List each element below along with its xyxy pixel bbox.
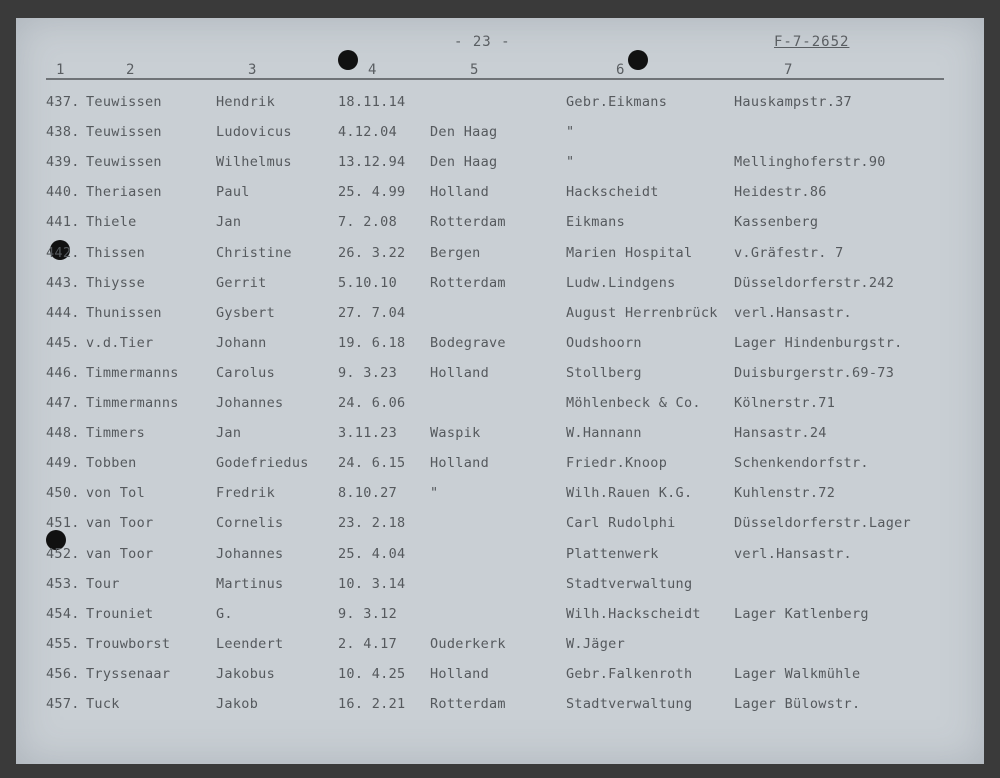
table-row <box>16 275 984 295</box>
surname-cell: Teuwissen <box>86 154 162 171</box>
birth-date-cell: 24. 6.06 <box>338 395 406 411</box>
employer-cell: Stadtverwaltung <box>566 575 693 592</box>
employer-cell: W.Jäger <box>566 635 625 652</box>
surname-cell: v.d.Tier <box>86 334 154 351</box>
given-name-cell: Godefriedus <box>216 455 309 472</box>
punch-hole <box>628 50 648 70</box>
origin-cell: Rotterdam <box>430 274 506 291</box>
table-row <box>16 485 984 505</box>
table-row <box>16 515 984 535</box>
origin-cell: Ouderkerk <box>430 635 506 652</box>
address-cell: Duisburgerstr.69-73 <box>734 364 895 381</box>
surname-cell: Tryssenaar <box>86 665 171 682</box>
given-name-cell: Johannes <box>216 395 284 411</box>
column-header-2: 2 <box>126 62 135 78</box>
entry-number: 451. <box>46 515 80 532</box>
birth-date-cell: 5.10.10 <box>338 274 397 291</box>
address-cell: verl.Hansastr. <box>734 545 852 562</box>
origin-cell: Bodegrave <box>430 334 506 351</box>
entry-number: 442. <box>46 244 80 261</box>
table-row <box>16 696 984 716</box>
birth-date-cell: 2. 4.17 <box>338 635 397 652</box>
surname-cell: van Toor <box>86 515 154 532</box>
birth-date-cell: 3.11.23 <box>338 425 397 442</box>
origin-cell: Rotterdam <box>430 214 506 231</box>
given-name-cell: Leendert <box>216 635 284 652</box>
entry-number: 449. <box>46 455 80 472</box>
origin-cell: Holland <box>430 364 489 381</box>
address-cell: Schenkendorfstr. <box>734 455 869 472</box>
birth-date-cell: 19. 6.18 <box>338 334 406 351</box>
address-cell: Kuhlenstr.72 <box>734 485 836 502</box>
document-page <box>16 18 984 764</box>
origin-cell: Holland <box>430 455 489 472</box>
table-row <box>16 154 984 174</box>
table-row <box>16 606 984 626</box>
given-name-cell: G. <box>216 605 233 622</box>
surname-cell: Theriasen <box>86 184 162 201</box>
table-row <box>16 184 984 204</box>
entry-number: 441. <box>46 214 80 231</box>
punch-hole <box>338 50 358 70</box>
surname-cell: Tuck <box>86 696 120 712</box>
column-header-7: 7 <box>784 62 793 78</box>
address-cell: Kassenberg <box>734 214 819 231</box>
entry-number: 445. <box>46 334 80 351</box>
table-row <box>16 546 984 566</box>
entry-number: 457. <box>46 696 80 712</box>
birth-date-cell: 24. 6.15 <box>338 455 406 472</box>
address-cell: Lager Katlenberg <box>734 605 869 622</box>
employer-cell: Gebr.Falkenroth <box>566 665 693 682</box>
surname-cell: Timmermanns <box>86 395 179 411</box>
given-name-cell: Gysbert <box>216 304 275 321</box>
table-row <box>16 576 984 596</box>
column-header-4: 4 <box>368 62 377 78</box>
given-name-cell: Hendrik <box>216 94 275 110</box>
employer-cell: Marien Hospital <box>566 244 693 261</box>
table-row <box>16 124 984 144</box>
surname-cell: von Tol <box>86 485 145 502</box>
birth-date-cell: 18.11.14 <box>338 94 406 110</box>
employer-cell: W.Hannann <box>566 425 642 442</box>
address-cell: Lager Hindenburgstr. <box>734 334 903 351</box>
birth-date-cell: 27. 7.04 <box>338 304 406 321</box>
address-cell: Düsseldorferstr.Lager <box>734 515 911 532</box>
given-name-cell: Johann <box>216 334 267 351</box>
surname-cell: Trouwborst <box>86 635 171 652</box>
address-cell: Mellinghoferstr.90 <box>734 154 886 171</box>
table-row <box>16 636 984 656</box>
given-name-cell: Martinus <box>216 575 284 592</box>
origin-cell: Bergen <box>430 244 481 261</box>
employer-cell: Wilh.Hackscheidt <box>566 605 701 622</box>
table-row <box>16 666 984 686</box>
birth-date-cell: 4.12.04 <box>338 124 397 141</box>
entry-number: 453. <box>46 575 80 592</box>
origin-cell: " <box>430 485 439 502</box>
address-cell: Hansastr.24 <box>734 425 827 442</box>
employer-cell: Plattenwerk <box>566 545 659 562</box>
given-name-cell: Paul <box>216 184 250 201</box>
given-name-cell: Cornelis <box>216 515 284 532</box>
address-cell: Heidestr.86 <box>734 184 827 201</box>
column-header-1: 1 <box>56 62 65 78</box>
employer-cell: Ludw.Lindgens <box>566 274 676 291</box>
employer-cell: Gebr.Eikmans <box>566 94 668 110</box>
entry-number: 452. <box>46 545 80 562</box>
address-cell: Hauskampstr.37 <box>734 94 852 110</box>
birth-date-cell: 25. 4.04 <box>338 545 406 562</box>
employer-cell: Oudshoorn <box>566 334 642 351</box>
entry-number: 448. <box>46 425 80 442</box>
entry-number: 437. <box>46 94 80 110</box>
table-row <box>16 365 984 385</box>
employer-cell: Carl Rudolphi <box>566 515 676 532</box>
table-row <box>16 94 984 114</box>
birth-date-cell: 25. 4.99 <box>338 184 406 201</box>
origin-cell: Waspik <box>430 425 481 442</box>
surname-cell: Tobben <box>86 455 137 472</box>
origin-cell: Den Haag <box>430 124 498 141</box>
given-name-cell: Jan <box>216 214 242 231</box>
address-cell: Lager Bülowstr. <box>734 696 861 712</box>
employer-cell: " <box>566 154 575 171</box>
birth-date-cell: 16. 2.21 <box>338 696 406 712</box>
employer-cell: Stollberg <box>566 364 642 381</box>
employer-cell: Friedr.Knoop <box>566 455 668 472</box>
address-cell: v.Gräfestr. 7 <box>734 244 844 261</box>
surname-cell: Timmers <box>86 425 145 442</box>
given-name-cell: Fredrik <box>216 485 275 502</box>
entry-number: 455. <box>46 635 80 652</box>
table-row <box>16 395 984 415</box>
given-name-cell: Jakobus <box>216 665 275 682</box>
birth-date-cell: 9. 3.23 <box>338 364 397 381</box>
birth-date-cell: 9. 3.12 <box>338 605 397 622</box>
employer-cell: Möhlenbeck & Co. <box>566 395 701 411</box>
origin-cell: Den Haag <box>430 154 498 171</box>
given-name-cell: Jan <box>216 425 242 442</box>
birth-date-cell: 10. 4.25 <box>338 665 406 682</box>
given-name-cell: Gerrit <box>216 274 267 291</box>
given-name-cell: Christine <box>216 244 292 261</box>
birth-date-cell: 26. 3.22 <box>338 244 406 261</box>
employer-cell: Eikmans <box>566 214 625 231</box>
given-name-cell: Jakob <box>216 696 259 712</box>
column-header-3: 3 <box>248 62 257 78</box>
given-name-cell: Ludovicus <box>216 124 292 141</box>
address-cell: verl.Hansastr. <box>734 304 852 321</box>
birth-date-cell: 13.12.94 <box>338 154 406 171</box>
entry-number: 446. <box>46 364 80 381</box>
column-header-6: 6 <box>616 62 625 78</box>
birth-date-cell: 8.10.27 <box>338 485 397 502</box>
surname-cell: Teuwissen <box>86 94 162 110</box>
origin-cell: Holland <box>430 184 489 201</box>
employer-cell: " <box>566 124 575 141</box>
surname-cell: van Toor <box>86 545 154 562</box>
surname-cell: Thiele <box>86 214 137 231</box>
surname-cell: Thunissen <box>86 304 162 321</box>
entry-number: 443. <box>46 274 80 291</box>
table-row <box>16 425 984 445</box>
birth-date-cell: 7. 2.08 <box>338 214 397 231</box>
entry-number: 450. <box>46 485 80 502</box>
file-reference: F-7-2652 <box>774 34 850 50</box>
table-row <box>16 335 984 355</box>
entry-number: 444. <box>46 304 80 321</box>
table-row <box>16 214 984 234</box>
birth-date-cell: 23. 2.18 <box>338 515 406 532</box>
surname-cell: Teuwissen <box>86 124 162 141</box>
surname-cell: Trouniet <box>86 605 154 622</box>
surname-cell: Thissen <box>86 244 145 261</box>
surname-cell: Thiysse <box>86 274 145 291</box>
entry-number: 440. <box>46 184 80 201</box>
given-name-cell: Johannes <box>216 545 284 562</box>
given-name-cell: Wilhelmus <box>216 154 292 171</box>
table-row <box>16 245 984 265</box>
given-name-cell: Carolus <box>216 364 275 381</box>
employer-cell: Wilh.Rauen K.G. <box>566 485 693 502</box>
address-cell: Lager Walkmühle <box>734 665 861 682</box>
employer-cell: Hackscheidt <box>566 184 659 201</box>
page-number: - 23 - <box>454 34 511 50</box>
entry-number: 438. <box>46 124 80 141</box>
surname-cell: Timmermanns <box>86 364 179 381</box>
origin-cell: Rotterdam <box>430 696 506 712</box>
birth-date-cell: 10. 3.14 <box>338 575 406 592</box>
address-cell: Düsseldorferstr.242 <box>734 274 895 291</box>
employer-cell: Stadtverwaltung <box>566 696 693 712</box>
header-rule <box>46 78 944 80</box>
table-row <box>16 455 984 475</box>
entry-number: 456. <box>46 665 80 682</box>
column-header-5: 5 <box>470 62 479 78</box>
address-cell: Kölnerstr.71 <box>734 395 836 411</box>
employer-cell: August Herrenbrück <box>566 304 718 321</box>
entry-number: 447. <box>46 395 80 411</box>
entry-number: 454. <box>46 605 80 622</box>
surname-cell: Tour <box>86 575 120 592</box>
table-row <box>16 305 984 325</box>
origin-cell: Holland <box>430 665 489 682</box>
entry-number: 439. <box>46 154 80 171</box>
